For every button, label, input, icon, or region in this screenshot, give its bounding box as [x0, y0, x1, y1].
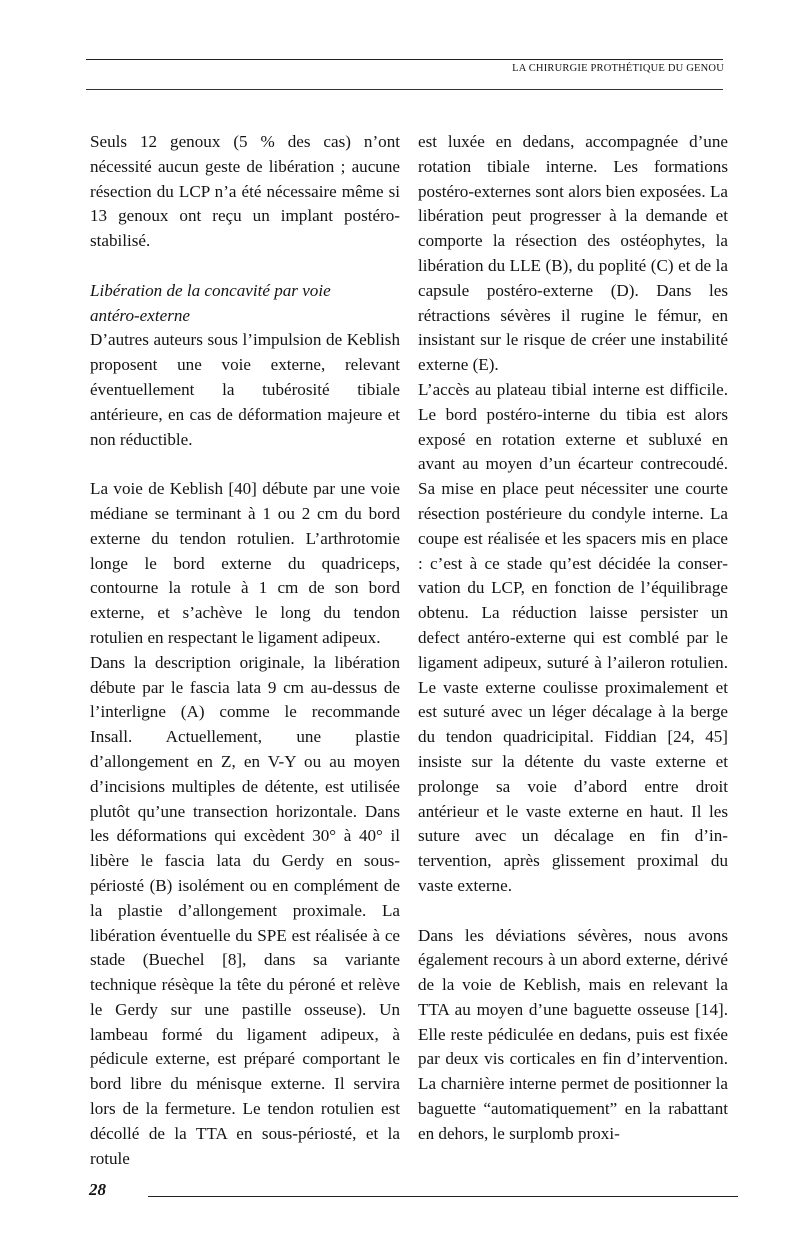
paragraph: D’autres auteurs sous l’impulsion de Keblish proposent une voie externe, relevant éventuellement la tubérosité tibiale antérieure, en cas de déformation majeure et non réductible.: [90, 330, 400, 449]
right-column: [418, 130, 728, 1147]
running-head: LA CHIRURGIE PROTHÉTIQUE DU GENOU: [512, 63, 724, 74]
paragraph: Seuls 12 genoux (5 % des cas) n’ont nécessité aucun geste de libération ; aucune résection du LCP n’a été nécessaire même si 13 genoux ont reçu un implant postéro-stabilisé.: [90, 132, 400, 251]
section-subheading-line: Libération de la concavité par voie: [90, 280, 331, 300]
page-number: 28: [89, 1180, 106, 1199]
left-column: [90, 130, 400, 1171]
paragraph: L’accès au plateau tibial interne est difficile. Le bord postéro-interne du tibia est alors exposé en rotation externe et subluxé en avant au moyen d’un écarteur contrecoudé. Sa mise en place peut nécessiter une courte résection postérieure du condyle interne. La coupe est réalisée et les spacers mis en place : c’est à ce stade qu’est décidée la conservation du LCP, en fonction de l’équilibrage obtenu. La réduction laisse persister un defect antéro-externe qui est comblé par le ligament adipeux, suturé à l’aileron rotulien. Le vaste externe coulisse proximalement et est suturé avec un léger décalage à la berge du tendon quadricipital. Fiddian [24, 45] insiste sur la détente du vaste externe et prolonge sa voie d’abord entre droit antérieur et le vaste externe en haut. Il les suture avec un décalage en fin d’intervention, après glissement proximal du vaste externe.: [418, 379, 728, 895]
footer-rule: [148, 1196, 738, 1197]
section-subheading-line: antéro-externe: [90, 305, 190, 325]
header-bottom-rule: [86, 89, 723, 90]
paragraph: est luxée en dedans, accompagnée d’une rotation tibiale interne. Les formations postéro-externes sont alors bien exposées. La libération peut progresser à la demande et comporte la résection des ostéophytes, la libération du LLE (B), du poplité (C) et de la capsule postéro-externe (D). Dans les rétractions sévères il rugine le fémur, en insistant sur le risque de créer une instabilité externe (E).: [418, 132, 728, 375]
paragraph: La voie de Keblish [40] débute par une voie médiane se terminant à 1 ou 2 cm du bord externe du tendon rotulien. L’arthrotomie longe le bord externe du quadriceps, contourne la rotule à 1 cm de son bord externe, et s’achève le long du tendon rotulien en respectant le ligament adipeux.: [90, 479, 400, 647]
paragraph: Dans la description originale, la libération débute par le fascia lata 9 cm au-dessus de l’interligne (A) comme le recommande Insall. Actuellement, une plastie d’allongement en Z, en V-Y ou au moyen d’incisions multiples de détente, est utilisée plutôt qu’une transection horizontale. Dans les déformations qui excèdent 30° à 40° il libère le fascia lata du Gerdy en sous-périosté (B) isolément ou en complément de la plastie d’allongement proximale. La libération éventuelle du SPE est réalisée à ce stade (Buechel [8], dans sa variante technique résèque la tête du péroné et relève le Gerdy sur une pastille osseuse). Un lambeau formé du ligament adipeux, à pédicule externe, est préparé comportant le bord libre du ménisque externe. Il servira lors de la fermeture. Le tendon rotulien est décollé de la TTA en sous-périosté, et la rotule: [90, 652, 400, 1168]
paragraph: Dans les déviations sévères, nous avons également recours à un abord externe, dérivé de la voie de Keblish, mais en relevant la TTA au moyen d’une baguette osseuse [14]. Elle reste pédiculée en dedans, puis est fixée par deux vis corticales en fin d’intervention. La charnière interne permet de positionner la baguette “automatiquement” en la rabattant en dehors, le surplomb proxi-: [418, 925, 728, 1143]
header-top-rule: [86, 59, 723, 60]
